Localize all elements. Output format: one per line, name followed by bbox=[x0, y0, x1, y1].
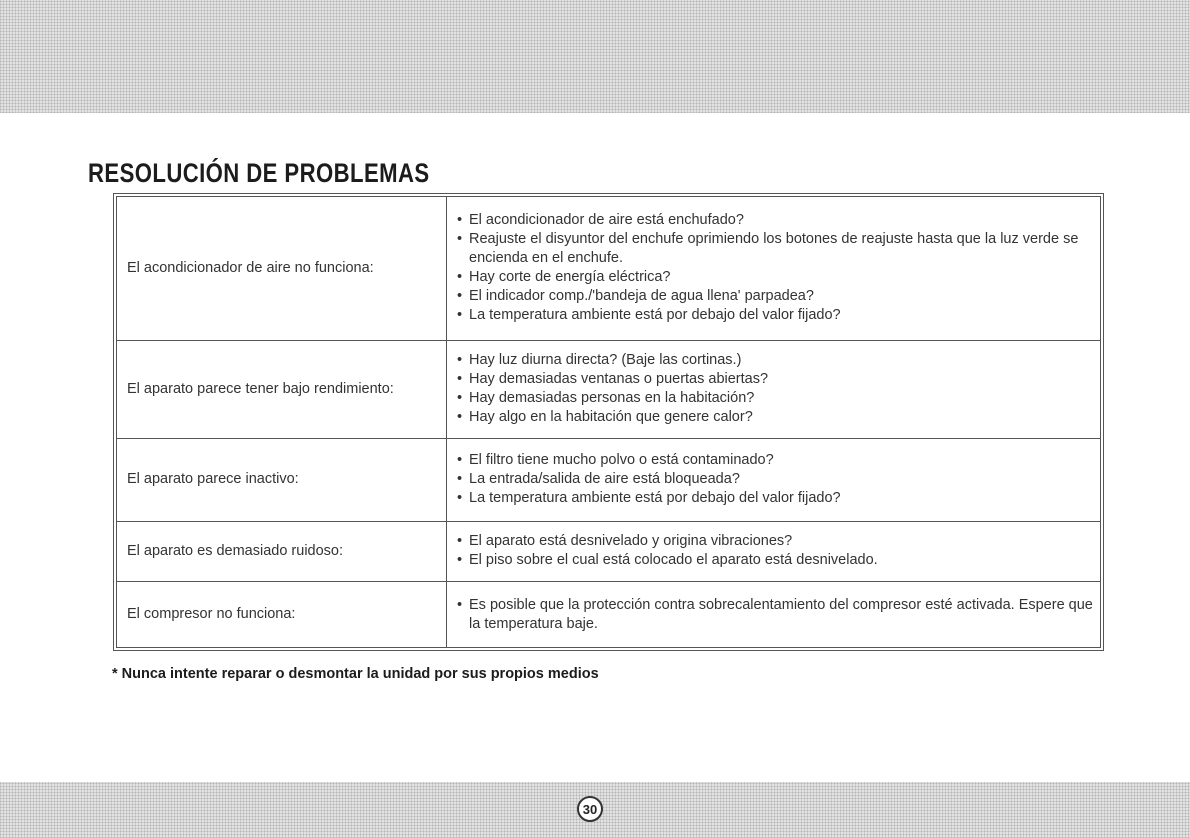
page-title: RESOLUCIÓN DE PROBLEMAS bbox=[88, 158, 430, 188]
problem-cell: El aparato parece inactivo: bbox=[117, 438, 447, 521]
list-item: • El piso sobre el cual está colocado el aparato está desnivelado. bbox=[457, 551, 1094, 570]
list-item: • Hay demasiadas ventanas o puertas abiertas? bbox=[457, 370, 1094, 389]
checks-cell bbox=[447, 438, 1101, 521]
list-item: • Reajuste el disyuntor del enchufe oprimiendo los botones de reajuste hasta que la luz verde se encienda en el enchufe. bbox=[457, 230, 1094, 268]
list-item: • Hay demasiadas personas en la habitación? bbox=[457, 389, 1094, 408]
list-item: • El filtro tiene mucho polvo o está contaminado? bbox=[457, 451, 1094, 470]
table-row bbox=[117, 582, 1101, 648]
list-item: • La entrada/salida de aire está bloqueada? bbox=[457, 470, 1094, 489]
problem-cell: El aparato parece tener bajo rendimiento: bbox=[117, 340, 447, 438]
problem-cell: El aparato es demasiado ruidoso: bbox=[117, 521, 447, 582]
check-list bbox=[457, 532, 1094, 570]
check-list bbox=[457, 451, 1094, 508]
list-item: • Es posible que la protección contra sobrecalentamiento del compresor esté activada. Espere que la temperatura baje. bbox=[457, 596, 1094, 634]
top-pattern-band bbox=[0, 0, 1190, 113]
list-item: • Hay algo en la habitación que genere calor? bbox=[457, 408, 1094, 427]
check-list bbox=[457, 211, 1094, 325]
checks-cell bbox=[447, 521, 1101, 582]
checks-cell bbox=[447, 197, 1101, 341]
list-item: • El acondicionador de aire está enchufado? bbox=[457, 211, 1094, 230]
table-row bbox=[117, 438, 1101, 521]
problem-cell: El acondicionador de aire no funciona: bbox=[117, 197, 447, 341]
page-number-badge: 30 bbox=[577, 796, 603, 822]
table-row bbox=[117, 197, 1101, 341]
troubleshooting-table-frame bbox=[113, 193, 1104, 651]
list-item: • Hay corte de energía eléctrica? bbox=[457, 268, 1094, 287]
list-item: • El indicador comp./'bandeja de agua llena' parpadea? bbox=[457, 287, 1094, 306]
table-row bbox=[117, 521, 1101, 582]
checks-cell bbox=[447, 340, 1101, 438]
check-list bbox=[457, 351, 1094, 427]
list-item: • La temperatura ambiente está por debajo del valor fijado? bbox=[457, 306, 1094, 325]
problem-cell: El compresor no funciona: bbox=[117, 582, 447, 648]
troubleshooting-table bbox=[116, 196, 1101, 648]
list-item: • El aparato está desnivelado y origina vibraciones? bbox=[457, 532, 1094, 551]
table-row bbox=[117, 340, 1101, 438]
warning-note: * Nunca intente reparar o desmontar la unidad por sus propios medios bbox=[112, 666, 599, 682]
list-item: • La temperatura ambiente está por debajo del valor fijado? bbox=[457, 489, 1094, 508]
checks-cell bbox=[447, 582, 1101, 648]
check-list bbox=[457, 596, 1094, 634]
list-item: • Hay luz diurna directa? (Baje las cortinas.) bbox=[457, 351, 1094, 370]
